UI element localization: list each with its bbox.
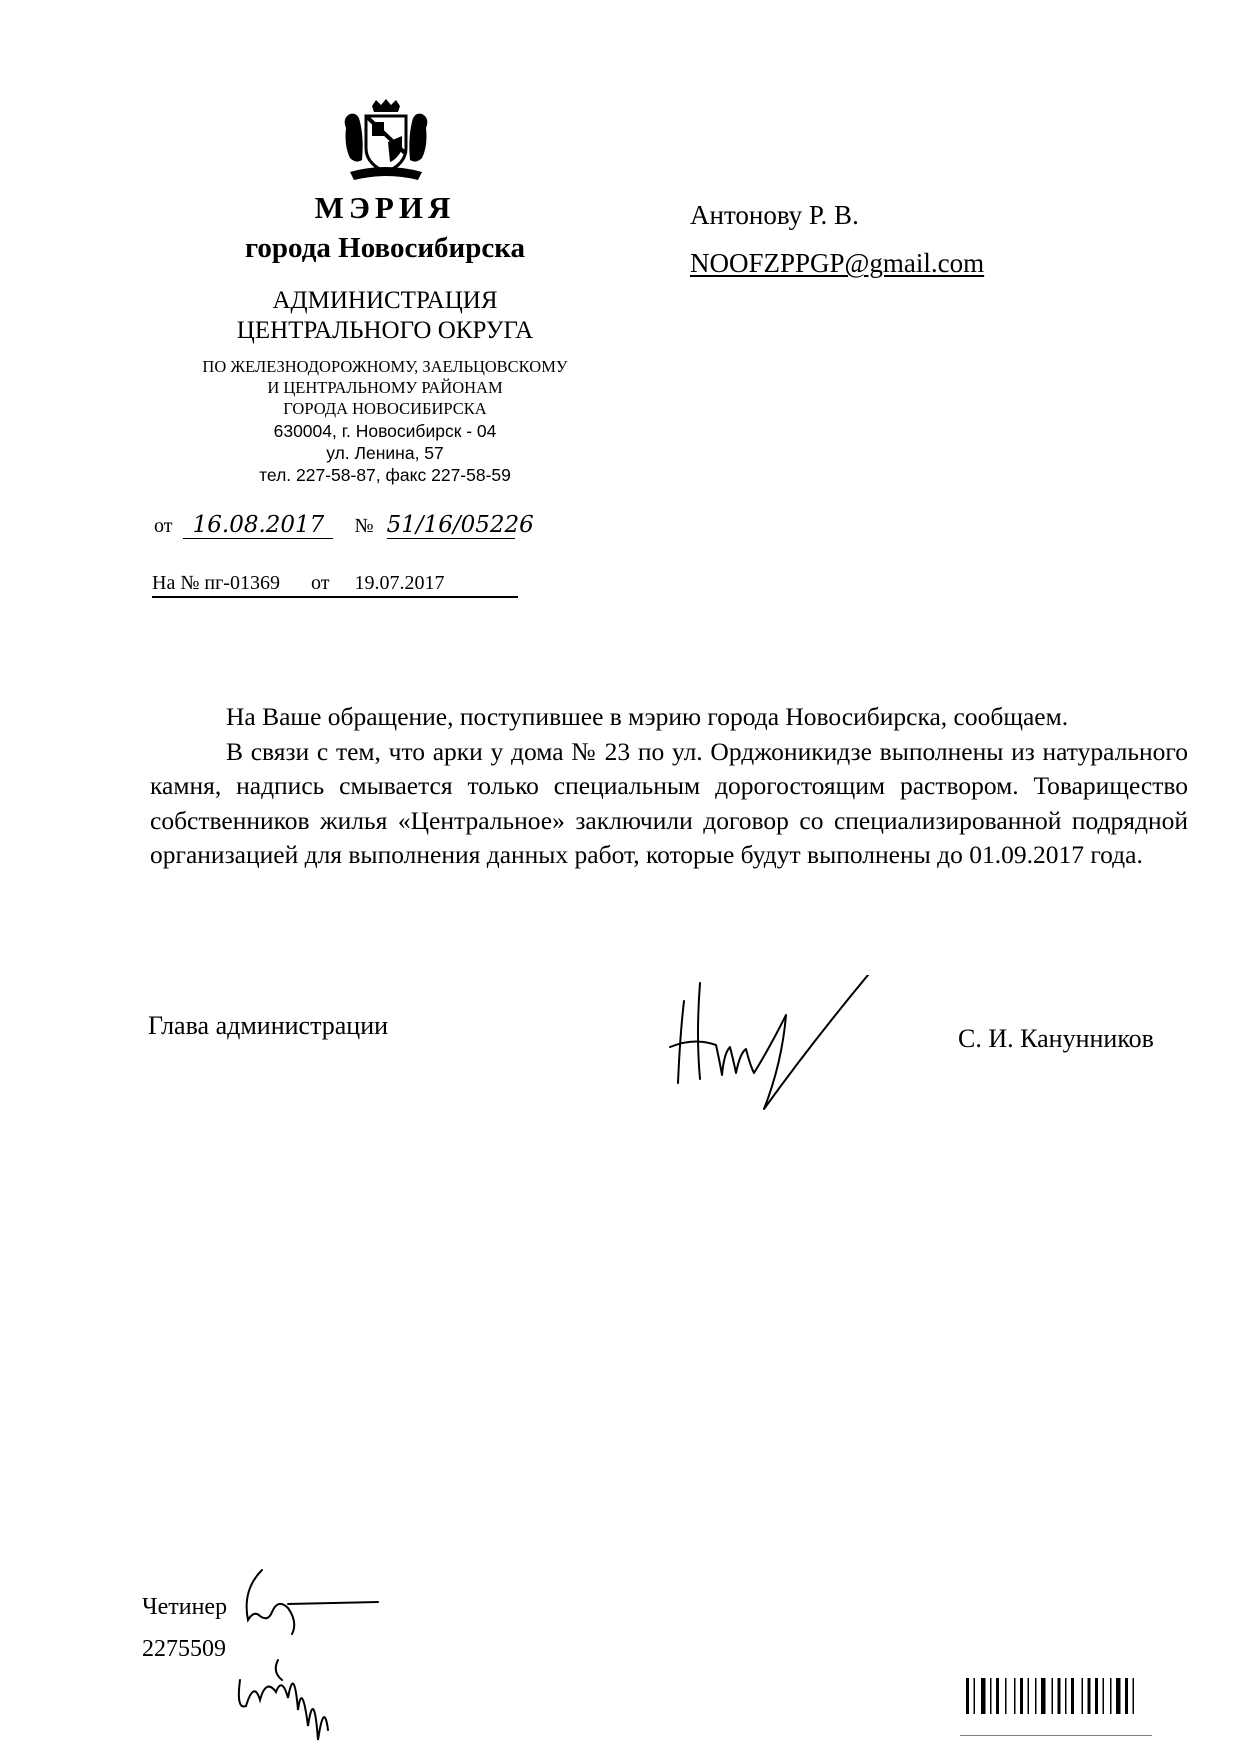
registration-number-label: №	[354, 515, 374, 537]
districts-line: ГОРОДА НОВОСИБИРСКА	[283, 399, 487, 418]
administration-title	[160, 286, 610, 346]
mayoralty-city: города Новосибирска	[244, 232, 526, 264]
administration-districts	[150, 356, 620, 419]
signer-position: Глава администрации	[148, 1011, 389, 1040]
reply-reference-date: 19.07.2017	[354, 572, 445, 594]
districts-line: И ЦЕНТРАЛЬНОМУ РАЙОНАМ	[267, 378, 503, 397]
signer-name: С. И. Канунников	[958, 1024, 1154, 1053]
contact-line: тел. 227-58-87, факс 227-58-59	[259, 465, 511, 485]
executor-name: Четинер	[142, 1594, 228, 1620]
body-paragraph: В связи с тем, что арки у дома № 23 по ул. Орджоникидзе выполнены из натурального камня, надпись смывается только специальным дорогостоящим раствором. Товарищество собственников жилья «Центральное» заключили договор со специализированной подрядной организацией для выполнения данных работ, которые будут выполнены до 01.09.2017 года.	[150, 736, 1188, 869]
mayoralty-title: МЭРИЯ	[314, 190, 456, 225]
registration-date: 16.08.2017	[183, 512, 333, 539]
administration-address	[180, 420, 590, 486]
reply-reference	[152, 572, 444, 595]
recipient-email: NOOFZPPGP@gmail.com	[690, 248, 985, 278]
executor-phone: 2275509	[142, 1636, 226, 1662]
reply-reference-underline	[152, 596, 518, 598]
registration-from-label: от	[154, 515, 173, 537]
registration-line	[154, 512, 554, 548]
registration-number: 51/16/05226	[386, 512, 534, 538]
handwritten-signature	[660, 975, 880, 1115]
address-line: 630004, г. Новосибирск - 04	[273, 421, 497, 441]
reply-reference-from-label: от	[310, 572, 330, 594]
recipient-name: Антонову Р. В.	[690, 200, 859, 230]
reply-reference-number: На № пг-01369	[152, 572, 280, 594]
address-line: ул. Ленина, 57	[326, 443, 444, 463]
handwritten-initials	[228, 1560, 388, 1750]
administration-title-line: АДМИНИСТРАЦИЯ	[272, 287, 498, 314]
barcode-icon	[960, 1676, 1152, 1736]
districts-line: ПО ЖЕЛЕЗНОДОРОЖНОМУ, ЗАЕЛЬЦОВСКОМУ	[202, 357, 568, 376]
letter-body	[150, 700, 1188, 873]
body-paragraph: На Ваше обращение, поступившее в мэрию города Новосибирска, сообщаем.	[226, 702, 1069, 731]
coat-of-arms-icon	[336, 98, 436, 188]
administration-title-line: ЦЕНТРАЛЬНОГО ОКРУГА	[236, 317, 534, 344]
